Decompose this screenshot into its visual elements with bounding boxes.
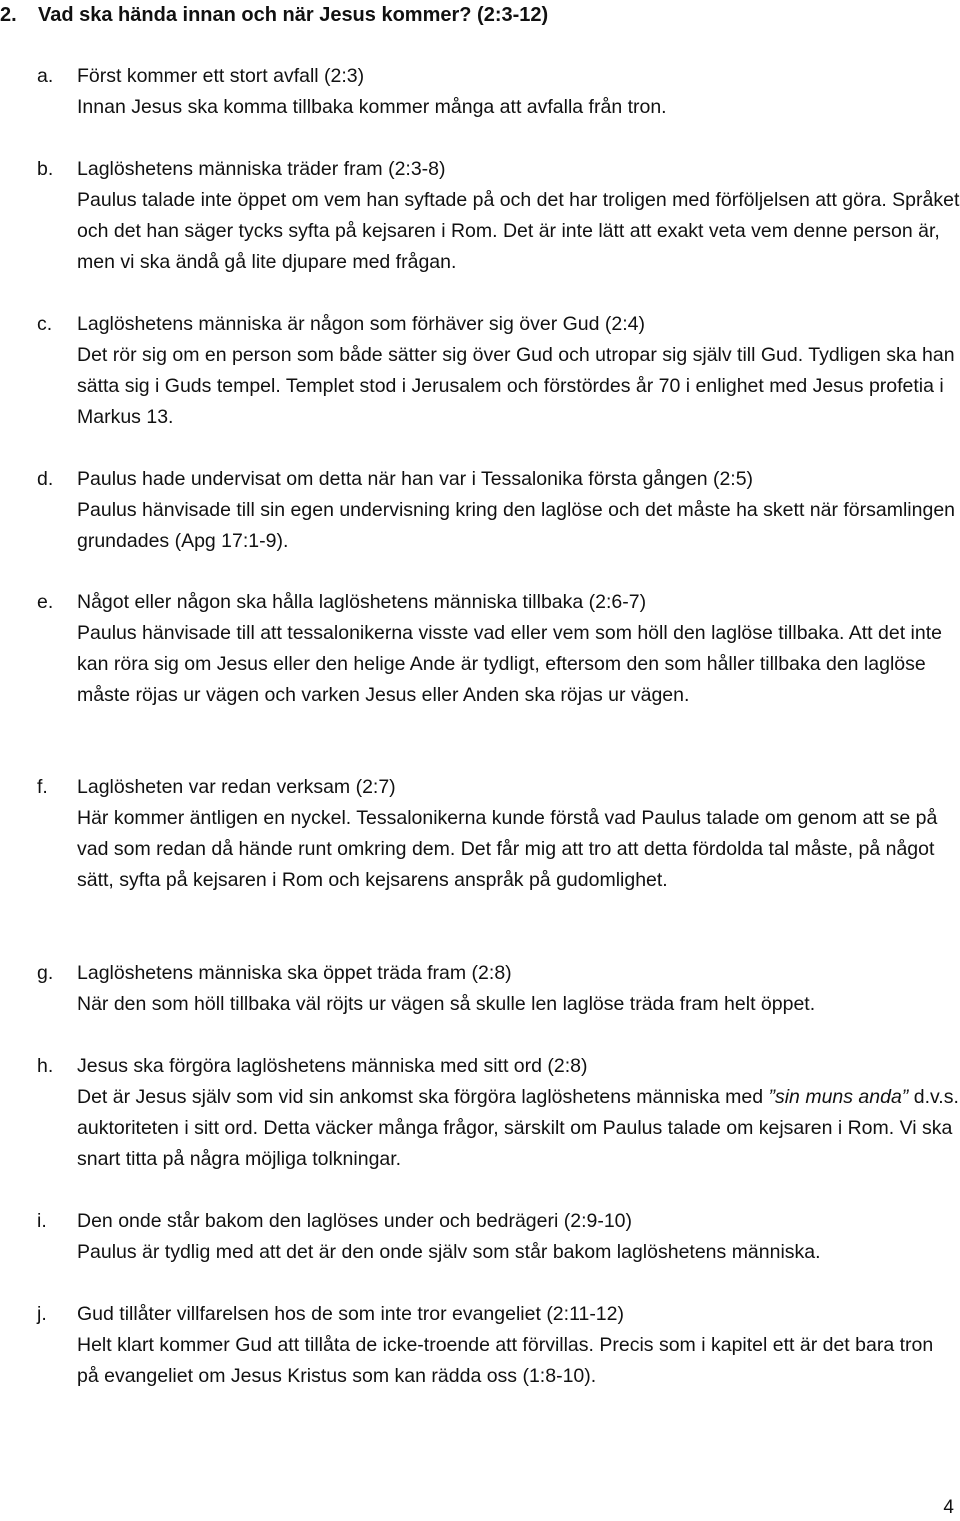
item-description: Helt klart kommer Gud att tillåta de icke-troende att förvillas. Precis som i kapitel ett är det bara tron på evangeliet om Jesus Kristus som kan rädda oss (1:8-10). [77,1334,934,1387]
quoted-phrase: ”sin muns anda” [768,1086,909,1108]
item-description: Innan Jesus ska komma tillbaka kommer många att avfalla från tron. [77,96,667,118]
item-title: Laglöshetens människa är någon som förhäver sig över Gud (2:4) [77,313,645,335]
item-letter: h. [37,1055,54,1077]
item-letter: b. [37,158,54,180]
list-item-f [37,772,960,896]
section-title: Vad ska hända innan och när Jesus kommer? (2:3-12) [38,4,549,26]
item-title: Gud tillåter villfarelsen hos de som inte tror evangeliet (2:11-12) [77,1303,624,1325]
item-description: Paulus är tydlig med att det är den onde själv som står bakom laglöshetens människa. [77,1241,821,1263]
item-description: Paulus talade inte öppet om vem han syftade på och det har troligen med förföljelsen att göra. Språket och det han säger tycks syfta på kejsaren i Rom. Det är inte lätt att exakt veta vem denne person är, men vi ska ändå gå lite djupare med frågan. [77,189,960,273]
item-description: Paulus hänvisade till sin egen undervisning kring den laglöse och det måste ha skett när församlingen grundades (Apg 17:1-9). [77,499,956,552]
item-title: Laglöshetens människa ska öppet träda fram (2:8) [77,962,512,984]
list-item-d [37,464,960,557]
list-item-h [37,1051,960,1175]
item-description: När den som höll tillbaka väl röjts ur vägen så skulle len laglöse träda fram helt öppet. [77,993,816,1015]
item-title: Jesus ska förgöra laglöshetens människa med sitt ord (2:8) [77,1055,588,1077]
section-number: 2. [0,4,17,26]
item-letter: d. [37,468,54,490]
item-title: Paulus hade undervisat om detta när han var i Tessalonika första gången (2:5) [77,468,754,490]
item-title: Laglöshetens människa träder fram (2:3-8) [77,158,446,180]
item-description: Här kommer äntligen en nyckel. Tessalonikerna kunde förstå vad Paulus talade om genom att se på vad som redan då hände runt omkring dem. Det får mig att tro att detta fördolda tal måste, på något sätt, syfta på kejsaren i Rom och kejsarens anspråk på gudomlighet. [77,807,938,891]
list-item-e [37,587,960,711]
item-description: Paulus hänvisade till att tessalonikerna visste vad eller vem som höll den laglöse tillbaka. Att det inte kan röra sig om Jesus eller den helige Ande är tydligt, eftersom den som håller tillbaka den laglöse måste röjas ur vägen och varken Jesus eller Anden ska röjas ur vägen. [77,622,942,706]
section-heading [0,0,548,31]
list-item-g [37,958,960,1020]
list-item-j [37,1299,960,1392]
item-description-start: Det är Jesus själv som vid sin ankomst ska förgöra laglöshetens människa med [77,1086,769,1108]
list-item-c [37,309,960,433]
item-letter: e. [37,591,54,613]
item-letter: a. [37,65,54,87]
item-description [77,1082,960,1175]
list-item-b [37,154,960,278]
item-letter: f. [37,776,48,798]
list-item-i [37,1206,960,1268]
list-item-a [37,61,960,123]
item-title: Laglösheten var redan verksam (2:7) [77,776,396,798]
page-number: 4 [943,1497,954,1518]
item-description-end: d.v.s. auktoriteten i sitt ord. Detta väcker många frågor, särskilt om Paulus talade om kejsaren i Rom. Vi ska snart titta på några möjliga tolkningar. [77,1086,959,1170]
item-description: Det rör sig om en person som både sätter sig över Gud och utropar sig själv till Gud. Tydligen ska han sätta sig i Guds tempel. Templet stod i Jerusalem och förstördes år 70 i enlighet med Jesus profetia i Markus 13. [77,344,955,428]
item-title: Något eller någon ska hålla laglöshetens människa tillbaka (2:6-7) [77,591,647,613]
item-letter: c. [37,313,53,335]
item-letter: g. [37,962,54,984]
item-letter: j. [37,1303,47,1325]
item-letter: i. [37,1210,47,1232]
item-title: Först kommer ett stort avfall (2:3) [77,65,365,87]
item-title: Den onde står bakom den laglöses under och bedrägeri (2:9-10) [77,1210,633,1232]
